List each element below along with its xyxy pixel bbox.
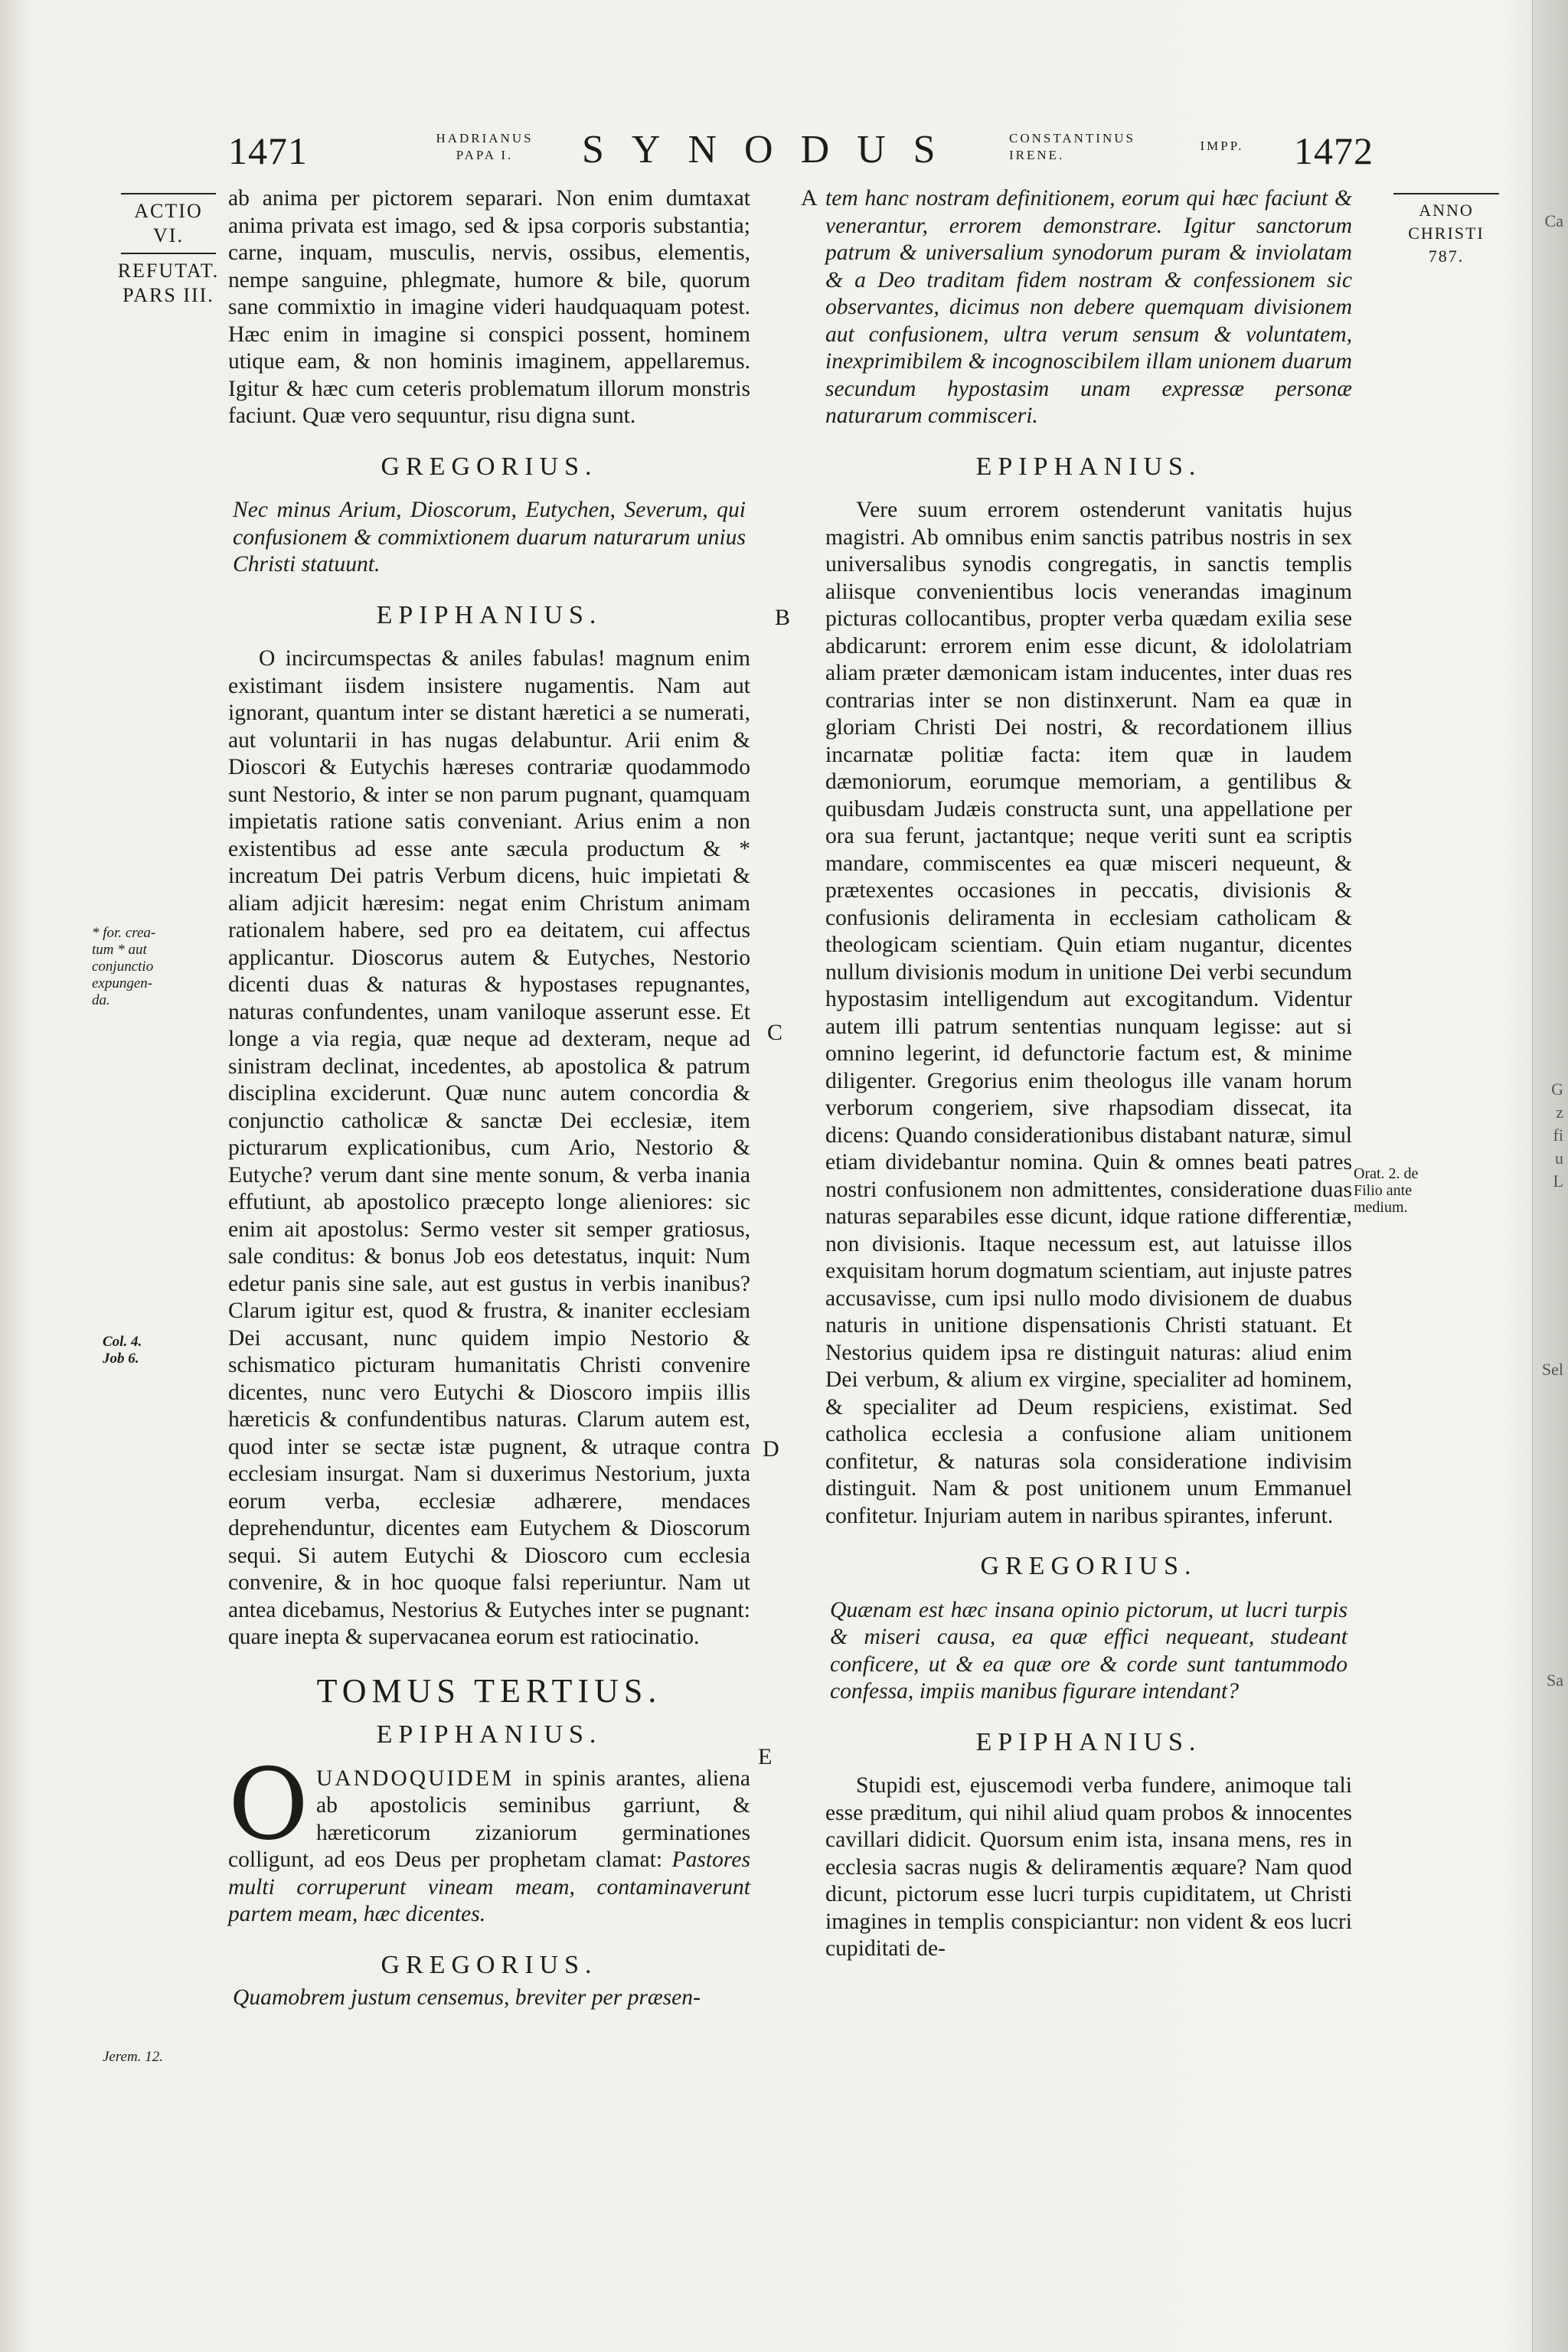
left-column (228, 185, 750, 2012)
note-line-5: da. (92, 992, 110, 1008)
section-letter-d: D (763, 1436, 779, 1462)
year-label: 787. (1428, 247, 1465, 266)
heading-epiphanius-2: EPIPHANIUS. (376, 1720, 603, 1749)
header-impp: IMPP. (1200, 139, 1244, 153)
header-emperors (1009, 130, 1193, 164)
edge-fragment-7: Sel (1541, 1360, 1563, 1379)
edge-fragment-6: L (1553, 1171, 1563, 1191)
left-paragraph-1: ab anima per pictorem separari. Non enim dumtaxat anima privata est imago, sed & ipsa corporis substantia; carne, inquam, musculis, nervis, ossibus, elementis, nempe sanguine, phlegmate, humore & bile, quorum sane commixtio in imagine videri haudquaquam potest. Hæc enim in imagine si conspici possent, hominem utique eam, & non hominis imaginem, appellaremus. Igitur & hæc cum ceteris problematum illorum monstris faciunt. Quæ vero sequuntur, risu digna sunt. (228, 186, 750, 428)
right-page-number: 1472 (1294, 129, 1374, 172)
actio-label: ACTIO (134, 200, 203, 222)
orat-line-1: Orat. 2. de (1354, 1165, 1419, 1182)
anno-rule (1393, 193, 1499, 194)
margin-note-orat (1354, 1165, 1461, 1216)
drop-cap: O (228, 1747, 309, 1862)
refutat-rule (121, 253, 216, 254)
header-emperor-2: IRENE. (1009, 148, 1065, 162)
heading-tomus-tertius: TOMUS TERTIUS. (316, 1671, 662, 1710)
right-question-2: Quænam est hæc insana opinio pictorum, ut lucri turpis & miseri causa, ea quæ effici nequeant, studeant conficere, ut & ea quæ ore & corde sunt tantummodo confessa, impiis manibus figurare intendant? (830, 1597, 1348, 1704)
anno-label: ANNO (1419, 201, 1474, 220)
edge-fragment-3: z (1556, 1102, 1563, 1122)
note-job: Job 6. (103, 1351, 139, 1367)
small-caps-opening: UANDOQUIDEM (315, 1766, 514, 1791)
running-title: SYNODUS (582, 128, 963, 172)
orat-line-3: medium. (1354, 1199, 1408, 1216)
edge-fragment-5: u (1555, 1148, 1563, 1168)
section-letter-e: E (758, 1744, 773, 1769)
orat-line-2: Filio ante (1354, 1182, 1413, 1199)
note-line-4: expungen- (92, 975, 153, 991)
heading-epiphanius-3: EPIPHANIUS. (975, 452, 1202, 481)
section-letter-c: C (767, 1020, 783, 1045)
right-paragraph-1: Vere suum errorem ostenderunt vanitatis hujus magistri. Ab omnibus enim sanctis patribus nostris in sex universalibus synodis congregatis, in sanctis templis aliisque convenientibus locis venerandas imaginum picturas collocantibus, propter verba quædam exilia sese abdicarunt: errorem enim esse dicunt, & idololatriam aliam præter dæmonicam istam inducentes, inter duas res contrarias inter se non distinxerunt. Nam ea quæ in gloriam Christi Dei nostri, & recordationem illius incarnatæ politiæ facta: item quæ in laudem dæmoniorum, eorumque memoriam, a gentilibus & quibusdam Judæis constructa sunt, una appellatione per ora sua ferunt, jactantque; neque veriti sunt ea scriptis mandare, commiscentes ea quæ misceri nequeunt, & prætexentes occasiones in peccatis, divisionis & confusionis deliramenta in ecclesiam catholicam & theologicam scientiam. Quin etiam nugantur, dicentes nullum divisionis modum in unitione Dei verbi secundum hypostasim intelligendum aut excogitandum. Videntur autem illi patrum sententias nunquam legisse: aut si omnino legerint, id defunctorie factum est, & minime diligenter. Gregorius enim theologus ille vanam horum verborum congeriem, sive rhapsodiam dissecat, ita dicens: Quando considerationibus distabant naturæ, simul etiam dividebantur nomina. Quin & omnes beati patres nostri confusionem non admittentes, consideratione duas naturas separabiles esse dicunt, idque ratione differentiæ, non divisionis. Itaque necessum est, aut latuisse illos exquisitam horum dogmatum scientiam, aut injuste patres accusavisse, cum ipsi nullo modo divisionem de duabus naturis in unitione dispensationis Christi statuant. Et Nestorius quidem ipsa re distinguit naturas: aliud enim Dei verbum, & alium ex virgine, specialiter ad hominem, & specialiter ad Deum respiciens, existimat. Sed catholica ecclesia a confusione aliam unitionem confitetur, & naturas sola consideratione indivisim distinguit. Nam & post unitionem unum Emmanuel confitetur. Injuriam autem in naribus spirantes, inferunt. (825, 498, 1352, 1528)
anno-box (1389, 193, 1504, 268)
right-column (825, 185, 1352, 1963)
edge-fragment-1: Ca (1544, 211, 1563, 230)
left-paragraph-2: O incircumspectas & aniles fabulas! magnum enim existimant iisdem insistere nugamentis. Nam aut ignorant, quantum inter se distant hæretici a se numerati, aut voluntarii in has nugas delabuntur. Arii enim & Dioscori & Eutychis hæreses contrariæ quodammodo sunt Nestorio, & inter se non parum pugnant, quamquam impietatis ratione satis conveniant. Arius enim a non existentibus ad esse ante sæcula productum & * increatum Dei patris Verbum dicens, huic impietati & aliam adjicit hæresim: negat enim Christum animam rationalem habere, sed pro ea deitatem, cui affectus applicantur. Dioscorus autem & Eutyches, Nestorio dicenti duas & naturas & hypostases repugnantes, naturas confundentes, unam vaniloque asserunt esse. Et longe a via regia, quæ neque ad dexteram, neque ad sinistram declinat, incedentes, ab apostolica & patrum disciplina exciderunt. Quæ nunc autem concordia & conjunctio catholicæ & sanctæ Dei ecclesiæ, item picturarum explicationibus, cum Ario, Nestorio & Eutyche? verum dant sine mente sonum, & verba inania effutiunt, ab apostolico præcepto longe alieniores: sic enim ait apostolus: Sermo vester sit semper gratiosus, sale conditus: & bonus Job eos detestatus, inquit: Num edetur panis sine sale, aut est gustus in verbis inanibus? Clarum igitur est, quod & frustra, & inaniter ecclesiam Dei accusant, nunc quidem impio Nestorio & schismatico picturam humanitatis Christi convenire dicentes, nunc vero Eutychi & Dioscoro impiis illis hæreticis & confundentibus naturas. Clarum autem est, quod inter se sectæ istæ pugnent, & utraque contra ecclesiam insurgat. Nam si duxerimus Nestorium, juxta eorum verba, ecclesiæ adhærere, mendaces deprehenduntur, dicentes eam Eutychem & Dioscorum sequi. Si autem Eutychi & Dioscoro cum ecclesia convenire, & in hoc quoque falsi reperiuntur. Nam ut antea dicebamus, Nestorius & Eutyches inter se pugnant: quare inepta & supervacanea eorum est ratiocinatio. (228, 646, 750, 1649)
actio-box (115, 193, 222, 308)
header-pope (420, 130, 550, 164)
paragraph-3-quote: Pastores multi corruperunt vineam meam, contaminaverunt partem meam, hæc dicentes. (228, 1847, 750, 1926)
header-pope-title: PAPA I. (456, 148, 514, 162)
left-paragraph-3 (228, 1747, 750, 1929)
question-gregorius-1: Nec minus Arium, Dioscorum, Eutychen, Severum, qui confusionem & commixtionem duarum naturarum unius Christi statuunt. (233, 498, 746, 577)
heading-gregorius-3: GREGORIUS. (980, 1552, 1197, 1580)
note-line-1: * for. crea- (92, 925, 156, 941)
header-pope-name: HADRIANUS (436, 131, 534, 145)
section-letter-a: A (801, 185, 818, 211)
page-edge (1532, 0, 1568, 2352)
margin-note-creatum (92, 925, 214, 1009)
margin-note-jerem: Jerem. 12. (103, 2049, 163, 2065)
heading-gregorius-2: GREGORIUS. (381, 1950, 598, 1979)
christi-label: CHRISTI (1408, 224, 1485, 243)
heading-epiphanius-4: EPIPHANIUS. (975, 1727, 1202, 1756)
left-page-number: 1471 (228, 129, 308, 172)
note-col: Col. 4. (103, 1334, 142, 1350)
actio-number: VI. (153, 224, 184, 247)
heading-epiphanius-1: EPIPHANIUS. (376, 600, 603, 629)
pars-label: PARS III. (122, 284, 214, 306)
question-gregorius-2: Quamobrem justum censemus, breviter per præsen- (233, 1985, 701, 2010)
section-letter-b: B (775, 605, 791, 630)
note-line-3: conjunctio (92, 959, 154, 975)
edge-fragment-2: G (1551, 1080, 1563, 1099)
right-paragraph-2: Stupidi est, ejuscemodi verba fundere, animoque tali esse præditum, qui nihil aliud quam probos & innocentes cavillari didicit. Quorsum enim ista, insana mens, res in ecclesia sacras nugis & deliramentis æquare? Nam quod dicunt, pictorum esse lucri turpis cupiditatem, ut Christi imagines in templis conspiciantur: non vident & eos lucri cupiditati de- (825, 1773, 1352, 1961)
edge-fragment-8: Sa (1547, 1671, 1563, 1690)
edge-fragment-4: fi (1553, 1125, 1563, 1145)
note-line-2: tum * aut (92, 942, 147, 958)
refutat-label: REFUTAT. (117, 260, 220, 282)
margin-note-col (103, 1334, 210, 1367)
heading-gregorius-1: GREGORIUS. (381, 452, 598, 481)
right-question-1: tem hanc nostram definitionem, eorum qui hæc faciunt & venerantur, errorem demonstrare. Igitur sanctorum patrum & universalium synodorum puram & inviolatam & a Deo traditam fidem nostram & confessionem sic observantes, dicimus non debere quemquam divisionem aut confusionem, ultra verum sensum & voluntatem, inexprimibilem & incognoscibilem illam unionem duarum secundum hypostasim unam expressæ personæ naturarum commisceri. (825, 186, 1352, 428)
header-emperor-1: CONSTANTINUS (1009, 131, 1135, 145)
actio-rule (121, 193, 216, 194)
paragraph-3-text: in spinis arantes, aliena ab apostolicis seminibus garriunt, & hæreticorum zizaniorum germinationes colligunt, ad eos Deus per prophetam clamat: (228, 1766, 750, 1872)
